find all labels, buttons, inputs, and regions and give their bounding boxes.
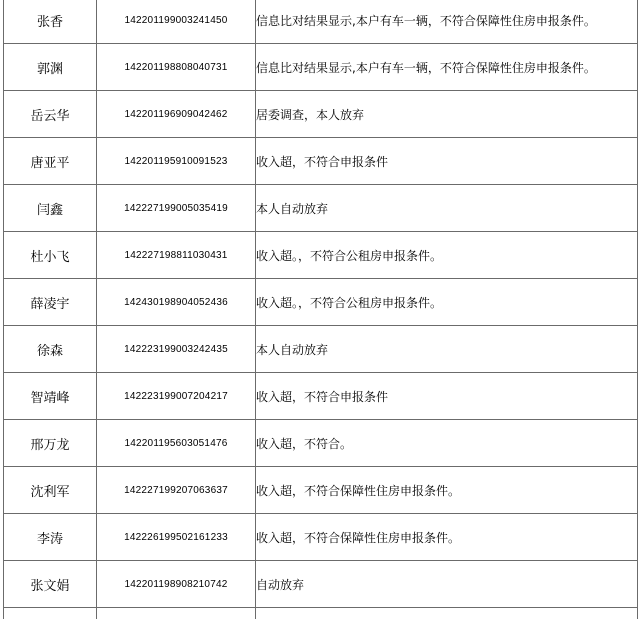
remark-cell: 收入超，不符合申报条件 <box>256 373 638 420</box>
remark-cell: 信息比对结果显示,本户有车一辆，不符合保障性住房申报条件。 <box>256 44 638 91</box>
table-row <box>4 138 638 185</box>
table-row <box>4 91 638 138</box>
remark-cell: 本人自动放弃 <box>256 326 638 373</box>
id-number-cell: 142223199003242435 <box>97 326 256 373</box>
id-number-cell: 142201198908210742 <box>97 561 256 608</box>
table-row <box>4 467 638 514</box>
id-number-cell: 142201195603051476 <box>97 420 256 467</box>
remark-cell <box>256 608 638 619</box>
table-row <box>4 608 638 619</box>
table-row <box>4 185 638 232</box>
name-cell: 徐森 <box>4 326 97 373</box>
remark-cell: 收入超，不符合保障性住房申报条件。 <box>256 514 638 561</box>
name-cell: 岳云华 <box>4 91 97 138</box>
id-number-cell: 142201196909042462 <box>97 91 256 138</box>
remark-cell: 收入超，不符合申报条件 <box>256 138 638 185</box>
name-cell: 邢万龙 <box>4 420 97 467</box>
applicant-table <box>3 0 638 619</box>
remark-cell: 收入超，不符合。 <box>256 420 638 467</box>
id-number-cell: 142227199005035419 <box>97 185 256 232</box>
remark-cell: 收入超，不符合保障性住房申报条件。 <box>256 467 638 514</box>
remark-cell: 本人自动放弃 <box>256 185 638 232</box>
table-row <box>4 561 638 608</box>
name-cell: 闫鑫 <box>4 185 97 232</box>
remark-cell: 收入超。，不符合公租房申报条件。 <box>256 232 638 279</box>
remark-cell: 自动放弃 <box>256 561 638 608</box>
table-row <box>4 232 638 279</box>
id-number-cell: 142227198811030431 <box>97 232 256 279</box>
name-cell: 薛凌宇 <box>4 279 97 326</box>
table-row <box>4 373 638 420</box>
id-number-cell: 142227199207063637 <box>97 467 256 514</box>
id-number-cell: 142201198808040731 <box>97 44 256 91</box>
name-cell: 唐亚平 <box>4 138 97 185</box>
id-number-cell: 142223199007204217 <box>97 373 256 420</box>
name-cell: 张香 <box>4 0 97 44</box>
table-row <box>4 514 638 561</box>
id-number-cell: 142430198904052436 <box>97 279 256 326</box>
table-row <box>4 326 638 373</box>
id-number-cell: 142201199003241450 <box>97 0 256 44</box>
id-number-cell: 142201195910091523 <box>97 138 256 185</box>
id-number-cell <box>97 608 256 619</box>
name-cell: 张文娟 <box>4 561 97 608</box>
table-row <box>4 420 638 467</box>
table-row <box>4 44 638 91</box>
name-cell: 郭渊 <box>4 44 97 91</box>
id-number-cell: 142226199502161233 <box>97 514 256 561</box>
name-cell: 李涛 <box>4 514 97 561</box>
remark-cell: 收入超。，不符合公租房申报条件。 <box>256 279 638 326</box>
table-row <box>4 279 638 326</box>
remark-cell: 居委调查，本人放弃 <box>256 91 638 138</box>
name-cell <box>4 608 97 619</box>
remark-cell: 信息比对结果显示,本户有车一辆，不符合保障性住房申报条件。 <box>256 0 638 44</box>
name-cell: 杜小飞 <box>4 232 97 279</box>
name-cell: 智靖峰 <box>4 373 97 420</box>
table-row <box>4 0 638 44</box>
name-cell: 沈利军 <box>4 467 97 514</box>
